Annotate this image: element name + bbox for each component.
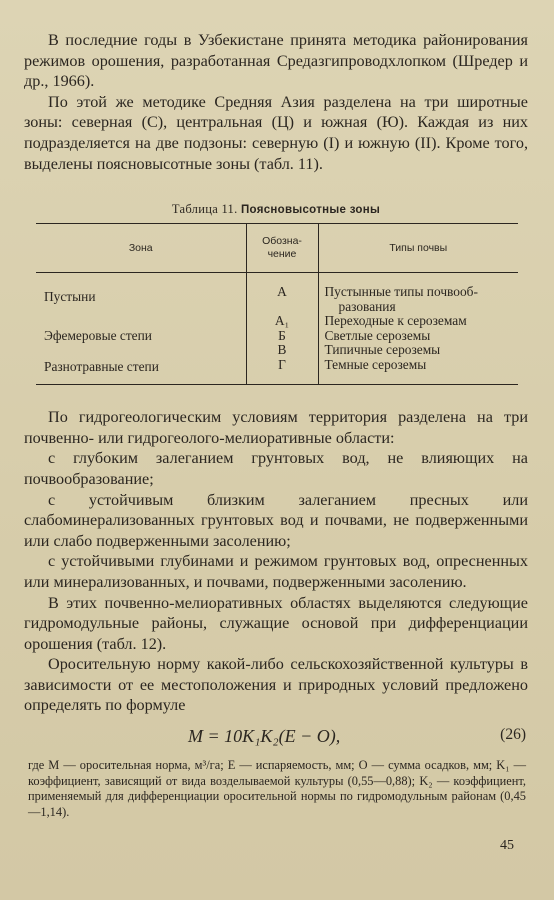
table-row: [36, 329, 518, 344]
table-header-row: [36, 224, 518, 273]
table-row: [36, 273, 518, 315]
zone-cell: Эфемеровые степи: [44, 327, 152, 343]
zone-cell: Разнотравные степи: [36, 358, 246, 385]
footnote: где M — оросительная норма, м³/га; E — испаряемость, мм; O — сумма осадков, мм; K₁ — коэффициент, зависящий от вида возделываемой культуры (0,55—0,88); K₂ — коэффициент, применяемый для дифференциации оросительной нормы по гидромодульным районам (0,45—1,14).: [28, 758, 526, 819]
symbol-cell: В: [246, 343, 318, 358]
list-item-2: с устойчивым близким залеганием пресных или слабоминерализованных грунтовых вод и почвами, не подверженными или слабо подверженными засолению;: [24, 490, 528, 550]
symbol-cell: А₁: [246, 314, 318, 329]
list-item-3: с устойчивыми глубинами и режимом грунтовых вод, опресненных или минерализованных, и почвами, подверженными засолению.: [24, 552, 528, 591]
zones-table: [36, 223, 518, 385]
zone-cell: [36, 343, 246, 358]
paragraph-2: По этой же методике Средняя Азия разделена на три широтные зоны: северная (С), центральная (Ц) и южная (Ю). Каждая из них подразделяется на две подзоны: северную (I) и южную (II). Кроме того, выделены поясновысотные зоны (табл. 11).: [24, 92, 528, 173]
zone-cell: Пустыни: [44, 289, 96, 305]
list-item-1: с глубоким залеганием грунтовых вод, не влияющих на почвообразование;: [24, 449, 528, 488]
symbol-cell: Г: [246, 358, 318, 385]
soil-cell: Светлые сероземы: [318, 329, 518, 344]
table-caption: [24, 202, 528, 217]
symbol-cell: Б: [246, 329, 318, 344]
paragraph-4: В этих почвенно-мелиоративных областях выделяются следующие гидромодульные районы, служащие основой при дифференциации орошения (табл. 12).: [24, 593, 528, 653]
table-caption-title: Поясновысотные зоны: [240, 204, 381, 217]
formula: M = 10K₁K₂(E − O),: [188, 726, 341, 747]
soil-cell: Переходные к сероземам: [318, 314, 518, 329]
soil-line: Пустынные типы почвооб-: [324, 284, 478, 300]
header-soil: Типы почвы: [318, 224, 518, 273]
table-caption-prefix: Таблица 11.: [171, 202, 238, 217]
formula-block: [24, 720, 528, 752]
table-row: [36, 358, 518, 385]
page-number: 45: [500, 838, 514, 853]
header-symbol: Обозна- чение: [246, 224, 318, 273]
soil-line: разования: [338, 298, 396, 314]
soil-cell: Типичные сероземы: [318, 343, 518, 358]
header-zone: Зона: [36, 224, 246, 273]
formula-number: (26): [500, 726, 526, 744]
zone-cell: [36, 314, 246, 329]
soil-cell: [318, 273, 518, 315]
paragraph-3: По гидрогеологическим условиям территория разделена на три почвенно- или гидрогеолого-мелиоративные области:: [24, 408, 528, 447]
symbol-cell: А: [246, 273, 318, 315]
table-row: [36, 343, 518, 358]
paragraph-5: Оросительную норму какой-либо сельскохозяйственной культуры в зависимости от ее местоположения и природных условий предложено определять по формуле: [24, 655, 528, 715]
soil-cell: Темные сероземы: [318, 358, 518, 385]
table-row: [36, 314, 518, 329]
paragraph-1: В последние годы в Узбекистане принята методика районирования режимов орошения, разработанная Средазгипроводхлопком (Шредер и др., 1966).: [24, 31, 528, 91]
